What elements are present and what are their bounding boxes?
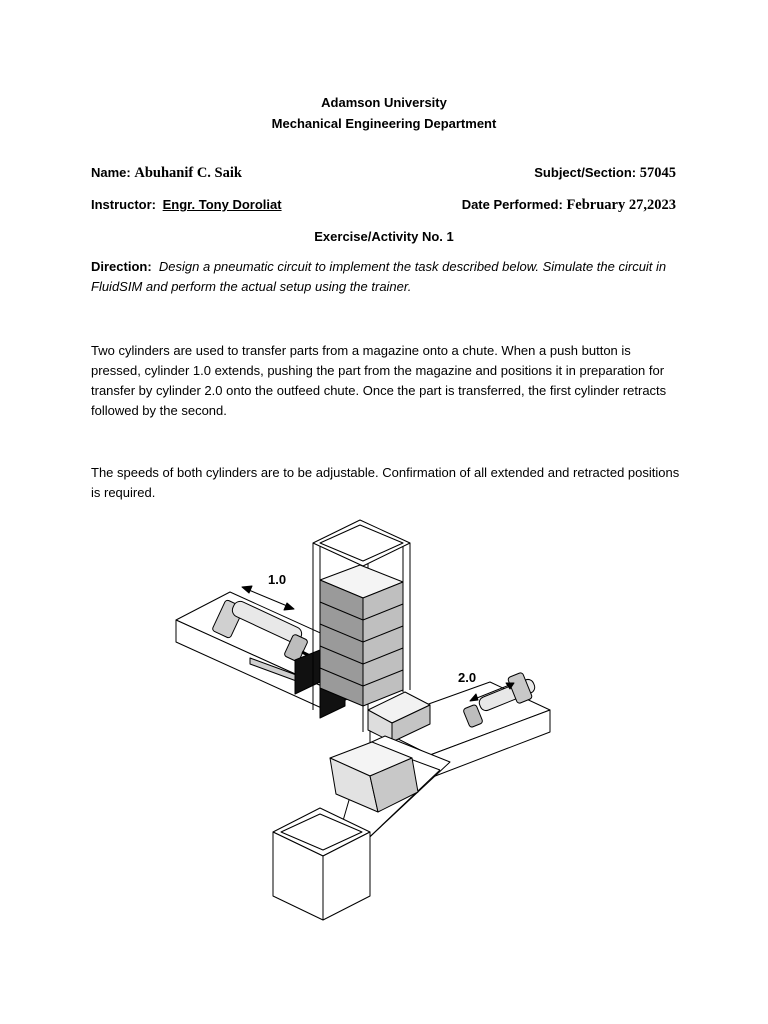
label-2-0: 2.0: [458, 670, 477, 685]
requirements-paragraph: The speeds of both cylinders are to be adjustable. Confirmation of all extended and retracted positions is required.: [91, 465, 680, 500]
date-value: February 27,2023: [566, 197, 676, 213]
subject-value: 57045: [639, 165, 676, 181]
direction-label: Direction:: [91, 259, 152, 274]
university-name: Adamson University: [321, 95, 447, 110]
name-label: Name:: [91, 165, 131, 180]
subject-label: Subject/Section:: [534, 165, 637, 180]
instructor-value: Engr. Tony Doroliat: [162, 197, 282, 212]
date-label: Date Performed:: [461, 197, 563, 212]
name-value: Abuhanif C. Saik: [134, 165, 242, 181]
machine-illustration: [160, 510, 560, 940]
task-paragraph: Two cylinders are used to transfer parts from a magazine onto a chute. When a push button is pressed, cylinder 1.0 extends, pushing the part from the magazine and positions it in preparation for transfer by cylinder 2.0 onto the outfeed chute. Once the part is transferred, the first cylinder retracts followed by the second.: [91, 343, 667, 418]
department-name: Mechanical Engineering Department: [271, 116, 497, 131]
label-1-0: 1.0: [268, 572, 287, 587]
instructor-label: Instructor:: [91, 197, 156, 212]
collection-bin: [273, 808, 370, 920]
exercise-title: Exercise/Activity No. 1: [314, 229, 454, 244]
direction-text: Design a pneumatic circuit to implement the task described below. Simulate the circuit in FluidSIM and perform the actual setup using the trainer.: [91, 259, 667, 294]
direction-paragraph: [91, 257, 681, 297]
